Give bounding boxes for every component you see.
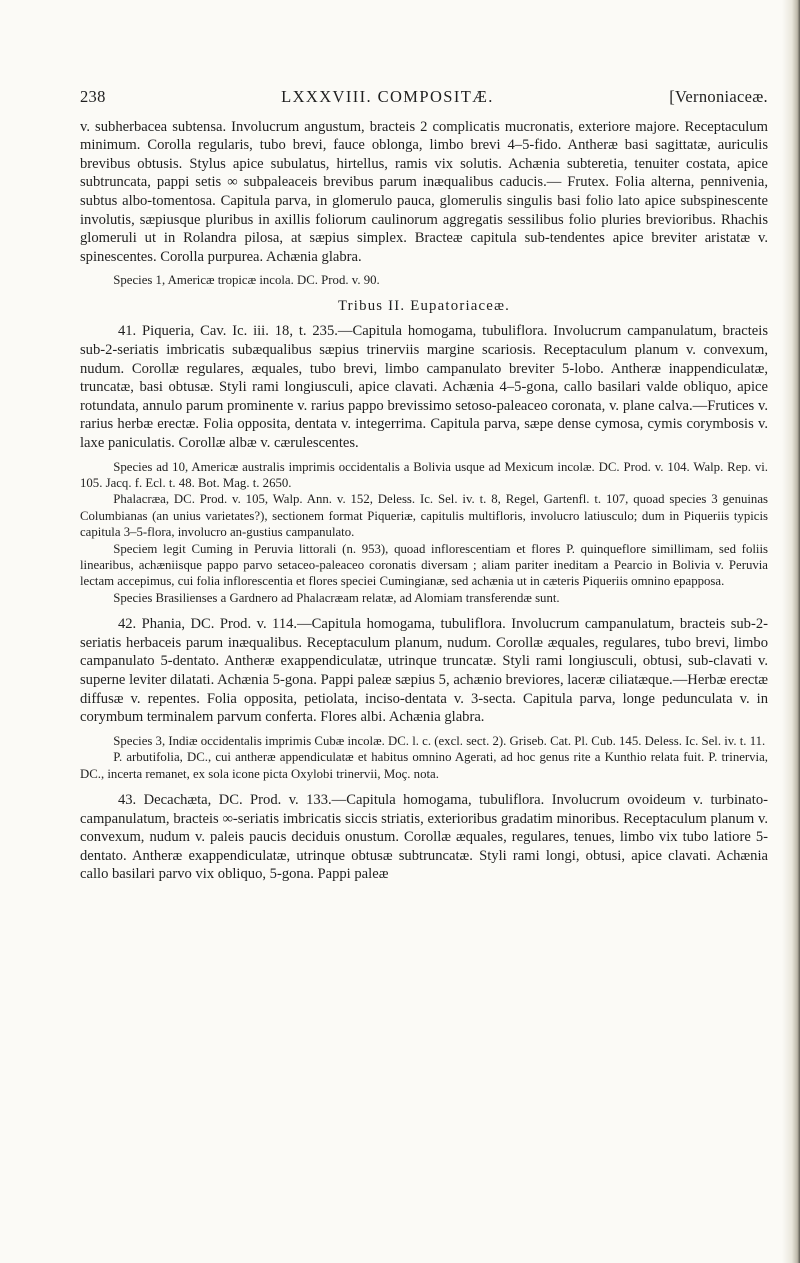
paragraph: Speciem legit Cuming in Peruvia littorali (n. 953), quoad inflorescentiam et flores P. quinqueflore simillimam, sed foliis linearibus, achæniisque pappo parvo setaceo-paleaceo coronatis diversam ; aliam pariter ineditam a Pearcio in Bolivia v. Peruvia lectam accepimus, cui folia inflorescentia et flores speciei Cumingianæ, sed achænia ut in cæteris Piqueriis omnino epapposa. [80,541,768,589]
page-content [80,88,768,884]
paragraph: Species 1, Americæ tropicæ incola. DC. Prod. v. 90. [113,273,380,288]
section-name: [Vernoniaceæ. [669,87,768,106]
paragraph: Species Brasilienses a Gardnero ad Phalacræam relatæ, ad Alomiam transferendæ sunt. [113,590,560,605]
paragraph: Species 3, Indiæ occidentalis imprimis Cubæ incolæ. DC. l. c. (excl. sect. 2). Griseb. Cat. Pl. Cub. 145. Deless. Ic. Sel. iv. t. 11. [113,733,766,748]
running-title: LXXXVIII. COMPOSITÆ. [281,87,494,106]
paragraph: 43. Decachæta, DC. Prod. v. 133.—Capitula homogama, tubuliflora. Involucrum ovoideum v. turbinato-campanulatum, bracteis ∞-seriatis imbricatis siccis striatis, exterioribus gradatim minoribus. Receptaculum planum v. convexum, nudum v. paleis paucis deciduis onustum. Corollæ æquales, regulares, tenues, limbo vix tubo latiore 5-dentato. Antheræ exappendiculatæ, utrinque obtusæ subtruncatæ. Styli rami longi, obtusi, apice clavati. Achænia callo basilari parvo vix obliquo, 5-gona. Pappi paleæ [80,791,768,883]
paragraph: v. subherbacea subtensa. Involucrum angustum, bracteis 2 complicatis mucronatis, exteriore majore. Receptaculum minimum. Corolla regularis, tubo brevi, fauce oblonga, limbo brevi 4–5-fido. Antheræ basi sagittatæ, auriculis brevibus obtusis. Stylus apice subulatus, hirtellus, ramis vix solutis. Achænia subteretia, tenuiter costata, apice subtruncata, pappi setis ∞ subpaleaceis brevibus parum inæqualibus caducis.— Frutex. Folia alterna, pennivenia, subtus albo-tomentosa. Capitula parva, in glomerulo pauca, glomerulis singulis basi folio lato apice subspinescente involutis, sæpiusque pluribus in axillis foliorum caulinorum aggregatis sessilibus folio pluries brevioribus. Rhachis glomeruli ut in Rolandra pilosa, at sæpius simplex. Bracteæ capitula sub-tendentes apice breviter aristatæ v. spinescentes. Corolla purpurea. Achænia glabra. [80,118,768,265]
page-body [80,118,768,884]
page-number: 238 [80,87,106,106]
tribus-heading: Tribus II. Eupatoriaceæ. [337,297,511,314]
paragraph: Phalacræa, DC. Prod. v. 105, Walp. Ann. v. 152, Deless. Ic. Sel. iv. t. 8, Regel, Gartenfl. t. 107, quoad species 3 genuinas Columbianas (an unius varietates?), sectionem format Piqueriæ, capitulis multifloris, involucro latiusculo; dum in Piqueriis typicis capitula 3–5-flora, involucro an-gustius campanulato. [80,492,768,540]
spacer [80,782,768,791]
page-spine-shadow [782,0,800,1263]
spacer [80,606,768,615]
paragraph: Species ad 10, Americæ australis imprimis occidentalis a Bolivia usque ad Mexicum incolæ. DC. Prod. v. 104. Walp. Rep. vi. 105. Jacq. f. Ecl. t. 48. Bot. Mag. t. 2650. [80,459,768,490]
paragraph: 41. Piqueria, Cav. Ic. iii. 18, t. 235.—Capitula homogama, tubuliflora. Involucrum campanulatum, bracteis sub-2-seriatis imbricatis subæqualibus sæpius trinerviis margine scariosis. Receptaculum planum v. convexum, nudum. Corollæ regulares, æquales, tubo brevi, limbo campanulato breviter 5-lobo. Antheræ inappendiculatæ, truncatæ, basi obtusæ. Styli rami longiusculi, apice clavati. Achænia 4–5-gona, callo basilari valde obliquo, apice rotundata, annulo parum prominente v. rarius pappo brevissimo setoso-paleaceo coronata, v. plane calva.—Frutices v. rarius herbæ erectæ. Folia opposita, dentata v. integerrima. Capitula parva, sæpe dense cymosa, cymis corymbosis v. laxe paniculatis. Corollæ albæ v. cærulescentes. [80,323,768,451]
paragraph: P. arbutifolia, DC., cui antheræ appendiculatæ et habitus omnino Agerati, ad hoc genus rite a Kunthio relata fuit. P. trinervia, DC., incerta remanet, ex sola icone picta Oxylobi trinervii, Moç. nota. [80,750,768,781]
paragraph: 42. Phania, DC. Prod. v. 114.—Capitula homogama, tubuliflora. Involucrum campanulatum, bracteis sub-2-seriatis herbaceis parum inæqualibus. Receptaculum planum, nudum. Corollæ æquales, regulares, tubo brevi, limbo campanulato 5-dentato. Antheræ exappendiculatæ, utrinque truncatæ. Styli rami longiusculi, obtusi, sub-clavati v. superne leviter dilatati. Achænia 5-gona. Pappi paleæ sæpius 5, achænio breviores, laceræ ciliatæque.—Herbæ erectæ diffusæ v. repentes. Folia opposita, petiolata, inciso-dentata v. 3-secta. Capitula parva, longe pedunculata v. in corymbum terminalem parvum conferta. Flores albi. Achænia glabra. [80,616,768,726]
running-header [80,88,768,107]
